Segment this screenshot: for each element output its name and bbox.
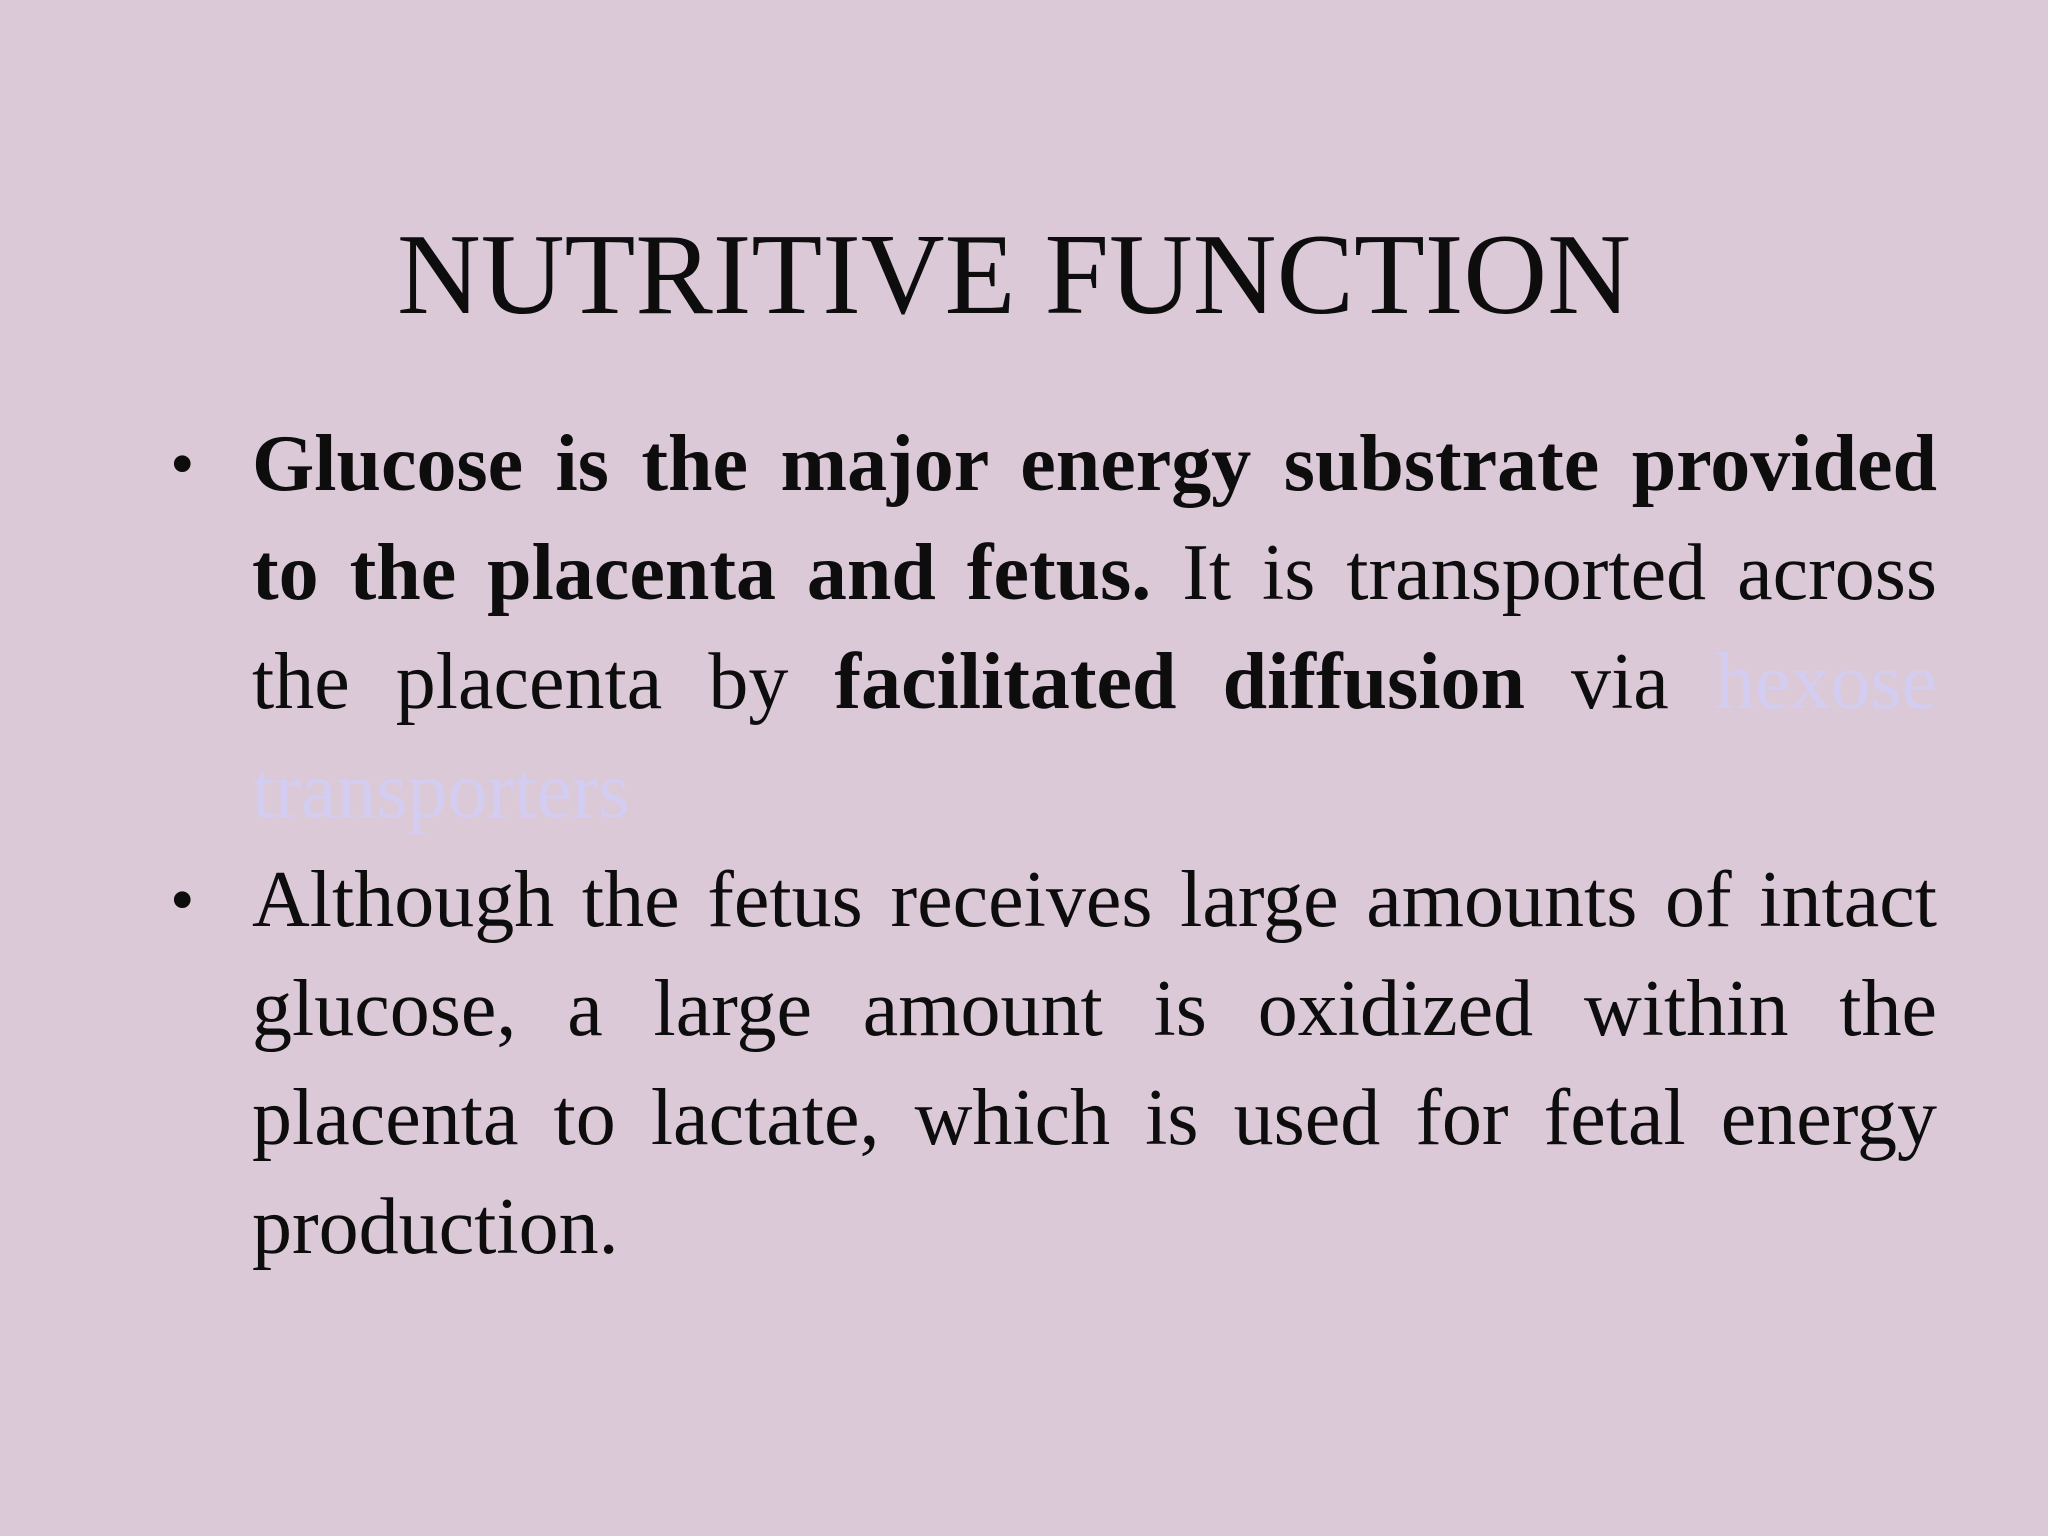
bullet-bold-lead: Glucose is the major energy substrate provided to the placenta and fetus.	[252, 420, 1937, 617]
bullet-list	[170, 410, 1938, 1282]
bullet-bold-term: facilitated diffusion	[834, 638, 1525, 726]
bullet-text: via	[1524, 638, 1715, 726]
bullet-item-glucose	[170, 410, 1938, 846]
hexose-transporters-link[interactable]: hexose transporters	[252, 638, 1938, 835]
slide-title: NUTRITIVE FUNCTION	[397, 211, 1631, 339]
bullet-text: It is transported across the placenta by	[252, 529, 1938, 726]
bullet-item-fetus	[170, 846, 1937, 1282]
bullet-marker: •	[170, 426, 195, 503]
bullet-text: Although the fetus receives large amounts of intact glucose, a large amount is oxidized within the placenta to lactate, which is used for fetal energy production.	[252, 856, 1937, 1271]
bullet-marker: •	[170, 862, 195, 939]
